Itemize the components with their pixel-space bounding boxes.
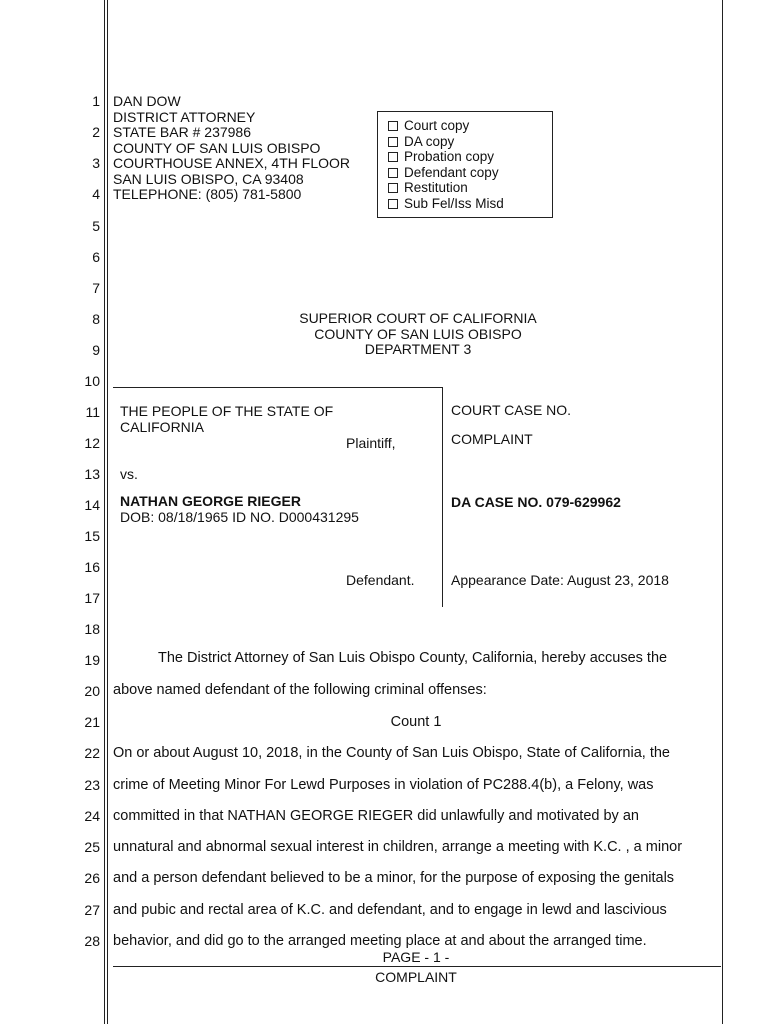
count-line-6: and pubic and rectal area of K.C. and defendant, and to engage in lewd and lascivious xyxy=(113,902,667,918)
address-line-2: SAN LUIS OBISPO, CA 93408 xyxy=(113,170,304,187)
line-number: 9 xyxy=(92,342,100,358)
line-number: 25 xyxy=(84,839,100,855)
attorney-name: DAN DOW xyxy=(113,93,181,109)
versus-label: vs. xyxy=(120,466,138,482)
court-department: DEPARTMENT 3 xyxy=(364,341,472,357)
left-margin-rule-inner xyxy=(107,0,108,1024)
count-line-2: crime of Meeting Minor For Lewd Purposes in violation of PC288.4(b), a Felony, was xyxy=(113,777,654,793)
attorney-header xyxy=(113,94,350,203)
line-number: 7 xyxy=(92,280,100,296)
intro-line-1: The District Attorney of San Luis Obispo County, California, hereby accuses the xyxy=(158,650,668,666)
document-type: COMPLAINT xyxy=(451,431,533,447)
count-line-3: committed in that NATHAN GEORGE RIEGER did unlawfully and motivated by an xyxy=(113,808,639,824)
line-number: 17 xyxy=(84,590,100,606)
line-number: 4 xyxy=(92,186,100,202)
copy-item-court[interactable]: Court copy xyxy=(388,118,469,133)
checkbox-icon[interactable] xyxy=(388,152,398,162)
line-number: 28 xyxy=(84,933,100,949)
line-number: 11 xyxy=(85,404,100,420)
line-number: 19 xyxy=(84,652,100,668)
copy-item-da[interactable]: DA copy xyxy=(388,134,454,149)
line-number: 22 xyxy=(84,745,100,761)
line-number: 20 xyxy=(84,683,100,699)
line-number: 14 xyxy=(84,497,100,513)
line-number: 6 xyxy=(92,249,100,265)
appearance-date: Appearance Date: August 23, 2018 xyxy=(451,572,669,588)
line-number: 26 xyxy=(84,870,100,886)
count-title: Count 1 xyxy=(390,714,442,730)
count-line-1: On or about August 10, 2018, in the County of San Luis Obispo, State of California, the xyxy=(113,745,670,761)
footer-rule xyxy=(113,966,721,967)
line-number: 21 xyxy=(84,714,100,730)
court-case-no-label: COURT CASE NO. xyxy=(451,402,572,418)
da-case-number: DA CASE NO. 079-629962 xyxy=(451,494,621,510)
page-number: PAGE - 1 - xyxy=(382,949,450,965)
line-number: 23 xyxy=(84,777,100,793)
checkbox-icon[interactable] xyxy=(388,199,398,209)
left-margin-rule-outer xyxy=(104,0,105,1024)
line-number: 1 xyxy=(92,93,100,109)
copy-item-restitution[interactable]: Restitution xyxy=(388,180,468,195)
checkbox-icon[interactable] xyxy=(388,183,398,193)
line-number: 24 xyxy=(84,808,100,824)
line-number: 12 xyxy=(84,435,100,451)
copy-item-defendant[interactable]: Defendant copy xyxy=(388,165,499,180)
line-number: 18 xyxy=(84,621,100,637)
count-line-4: unnatural and abnormal sexual interest in children, arrange a meeting with K.C. , a minor xyxy=(113,839,683,855)
checkbox-icon[interactable] xyxy=(388,168,398,178)
line-number: 5 xyxy=(92,218,100,234)
court-heading xyxy=(230,311,606,358)
county-office: COUNTY OF SAN LUIS OBISPO xyxy=(113,139,321,156)
copy-item-probation[interactable]: Probation copy xyxy=(388,149,494,164)
intro-line-2: above named defendant of the following criminal offenses: xyxy=(113,682,487,698)
caption-top-rule xyxy=(113,387,442,388)
line-number: 13 xyxy=(84,466,100,482)
copy-item-sub-fel[interactable]: Sub Fel/Iss Misd xyxy=(388,196,504,211)
people-line-1: THE PEOPLE OF THE STATE OF xyxy=(120,403,334,419)
people-line-2: CALIFORNIA xyxy=(120,418,205,435)
line-number: 10 xyxy=(84,373,100,389)
line-number: 27 xyxy=(84,902,100,918)
right-margin-rule xyxy=(722,0,723,1024)
count-line-5: and a person defendant believed to be a minor, for the purpose of exposing the genitals xyxy=(113,870,675,886)
line-number: 15 xyxy=(84,528,100,544)
line-number: 3 xyxy=(92,155,100,171)
telephone: TELEPHONE: (805) 781-5800 xyxy=(113,186,302,202)
court-name: SUPERIOR COURT OF CALIFORNIA xyxy=(299,310,537,326)
plaintiff-label: Plaintiff, xyxy=(346,435,396,451)
footer-title: COMPLAINT xyxy=(375,969,457,985)
line-number: 8 xyxy=(92,311,100,327)
line-number: 2 xyxy=(92,124,100,140)
address-line-1: COURTHOUSE ANNEX, 4TH FLOOR xyxy=(113,155,351,171)
caption-divider xyxy=(442,387,443,607)
count-line-7: behavior, and did go to the arranged meeting place at and about the arranged time. xyxy=(113,933,647,949)
checkbox-icon[interactable] xyxy=(388,121,398,131)
defendant-info: DOB: 08/18/1965 ID NO. D000431295 xyxy=(120,509,359,525)
checkbox-icon[interactable] xyxy=(388,137,398,147)
line-number: 16 xyxy=(84,559,100,575)
defendant-name: NATHAN GEORGE RIEGER xyxy=(120,493,301,509)
copy-distribution-box xyxy=(377,111,553,218)
state-bar: STATE BAR # 237986 xyxy=(113,124,251,140)
defendant-label: Defendant. xyxy=(346,572,415,588)
court-county: COUNTY OF SAN LUIS OBISPO xyxy=(314,325,522,342)
attorney-title: DISTRICT ATTORNEY xyxy=(113,108,256,125)
